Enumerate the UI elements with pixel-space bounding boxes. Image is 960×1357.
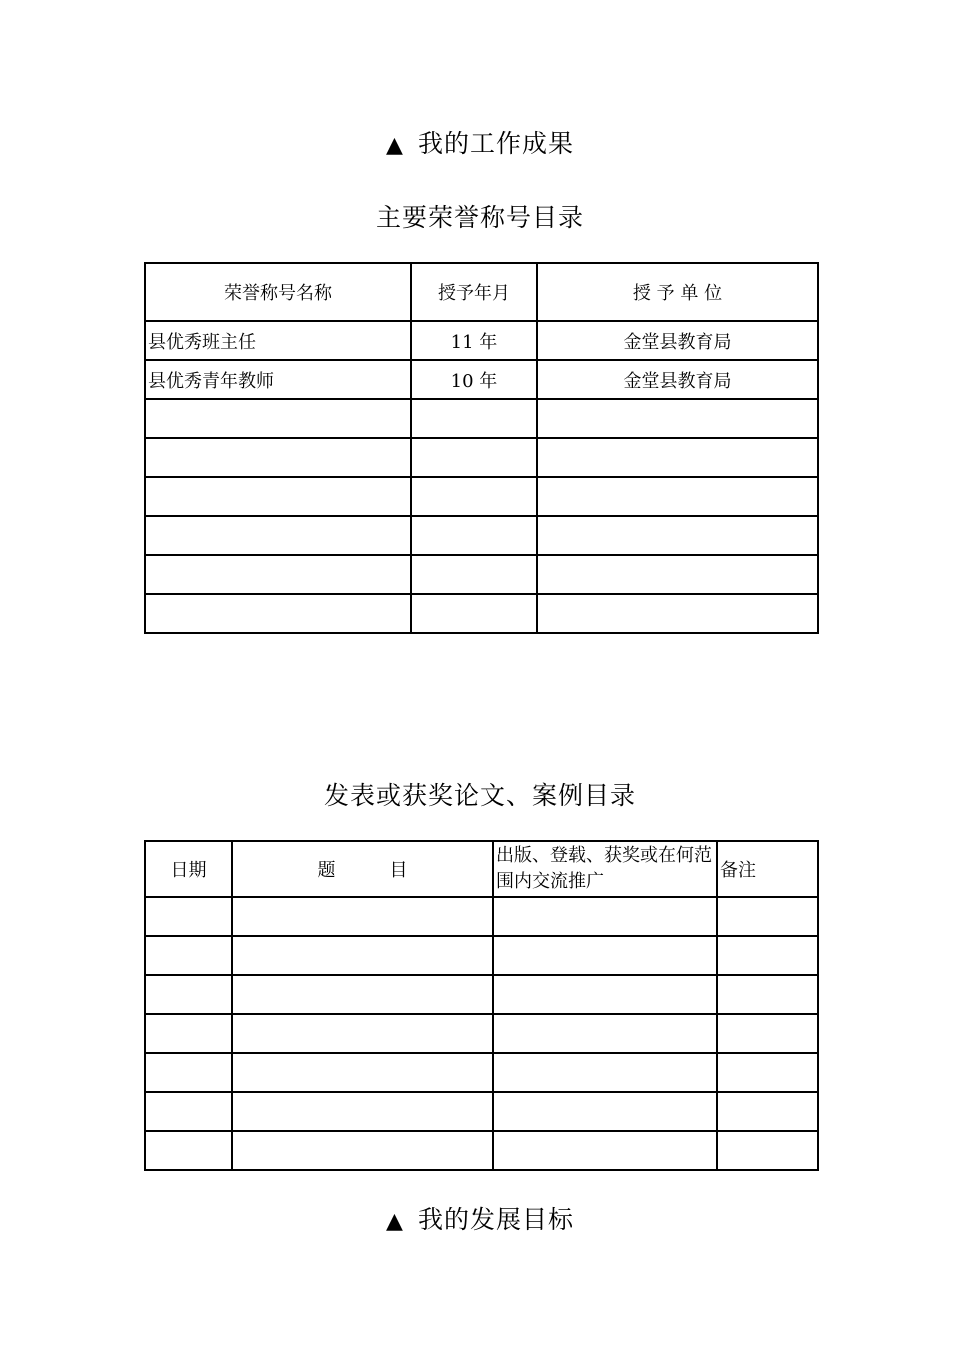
empty-cell: [145, 477, 411, 516]
header-cell: 出版、登载、获奖或在何范围内交流推广: [493, 841, 717, 897]
empty-cell: [411, 399, 537, 438]
table-row: [145, 936, 818, 975]
table-header-row: [145, 841, 818, 897]
header-cell: 备注: [717, 841, 818, 897]
section-title: 我的工作成果: [417, 129, 574, 158]
empty-cell: [493, 897, 717, 936]
empty-cell: [145, 1053, 232, 1092]
table-row: [145, 321, 818, 360]
empty-cell: [717, 1092, 818, 1131]
empty-cell: [232, 897, 493, 936]
table-row: [145, 360, 818, 399]
empty-cell: [145, 438, 411, 477]
empty-cell: [411, 477, 537, 516]
empty-cell: [493, 936, 717, 975]
empty-cell: [145, 399, 411, 438]
header-cell: 授予年月: [411, 263, 537, 321]
honor-unit-cell: 金堂县教育局: [537, 360, 818, 399]
honor-date-cell: 11 年: [411, 321, 537, 360]
triangle-marker-icon: ▲: [386, 133, 404, 158]
empty-cell: [537, 477, 818, 516]
table-row: [145, 1131, 818, 1170]
honor-unit-cell: 金堂县教育局: [537, 321, 818, 360]
empty-cell: [493, 975, 717, 1014]
empty-cell: [145, 975, 232, 1014]
empty-cell: [145, 555, 411, 594]
papers-title: 发表或获奖论文、案例目录: [323, 781, 636, 810]
empty-cell: [717, 897, 818, 936]
table-row: [145, 1053, 818, 1092]
empty-cell: [232, 1092, 493, 1131]
empty-cell: [145, 936, 232, 975]
empty-cell: [537, 594, 818, 633]
empty-cell: [145, 1092, 232, 1131]
empty-cell: [717, 1014, 818, 1053]
header-cell: 日期: [145, 841, 232, 897]
empty-cell: [537, 399, 818, 438]
table-row: [145, 975, 818, 1014]
empty-cell: [145, 1014, 232, 1053]
empty-cell: [145, 594, 411, 633]
table-header-row: [145, 263, 818, 321]
honors-title: 主要荣誉称号目录: [375, 203, 584, 232]
empty-cell: [232, 1014, 493, 1053]
table-row: [145, 1092, 818, 1131]
empty-cell: [717, 975, 818, 1014]
empty-cell: [232, 1053, 493, 1092]
empty-cell: [493, 1092, 717, 1131]
empty-cell: [717, 1053, 818, 1092]
table-row: [145, 1014, 818, 1053]
header-cell: 授 予 单 位: [537, 263, 818, 321]
table-row: [145, 555, 818, 594]
empty-cell: [493, 1014, 717, 1053]
empty-cell: [717, 936, 818, 975]
empty-cell: [717, 1131, 818, 1170]
table-row: [145, 897, 818, 936]
empty-cell: [145, 516, 411, 555]
empty-cell: [537, 516, 818, 555]
empty-cell: [411, 438, 537, 477]
empty-cell: [411, 516, 537, 555]
section-title: 我的发展目标: [417, 1205, 574, 1234]
empty-cell: [145, 1131, 232, 1170]
table-row: [145, 477, 818, 516]
table-row: [145, 399, 818, 438]
section-heading-goals: [0, 1200, 960, 1236]
empty-cell: [493, 1131, 717, 1170]
honors-table: [144, 262, 819, 634]
empty-cell: [537, 555, 818, 594]
table-row: [145, 594, 818, 633]
honor-date-cell: 10 年: [411, 360, 537, 399]
header-cell: 题 目: [232, 841, 493, 897]
empty-cell: [232, 975, 493, 1014]
empty-cell: [411, 594, 537, 633]
section-heading-achievements: [0, 124, 960, 160]
empty-cell: [232, 936, 493, 975]
papers-table: [144, 840, 819, 1171]
empty-cell: [411, 555, 537, 594]
empty-cell: [493, 1053, 717, 1092]
header-cell: 荣誉称号名称: [145, 263, 411, 321]
empty-cell: [145, 897, 232, 936]
triangle-marker-icon: ▲: [386, 1209, 404, 1234]
table-row: [145, 516, 818, 555]
empty-cell: [537, 438, 818, 477]
honor-name-cell: 县优秀青年教师: [145, 360, 411, 399]
honor-name-cell: 县优秀班主任: [145, 321, 411, 360]
table-row: [145, 438, 818, 477]
empty-cell: [232, 1131, 493, 1170]
